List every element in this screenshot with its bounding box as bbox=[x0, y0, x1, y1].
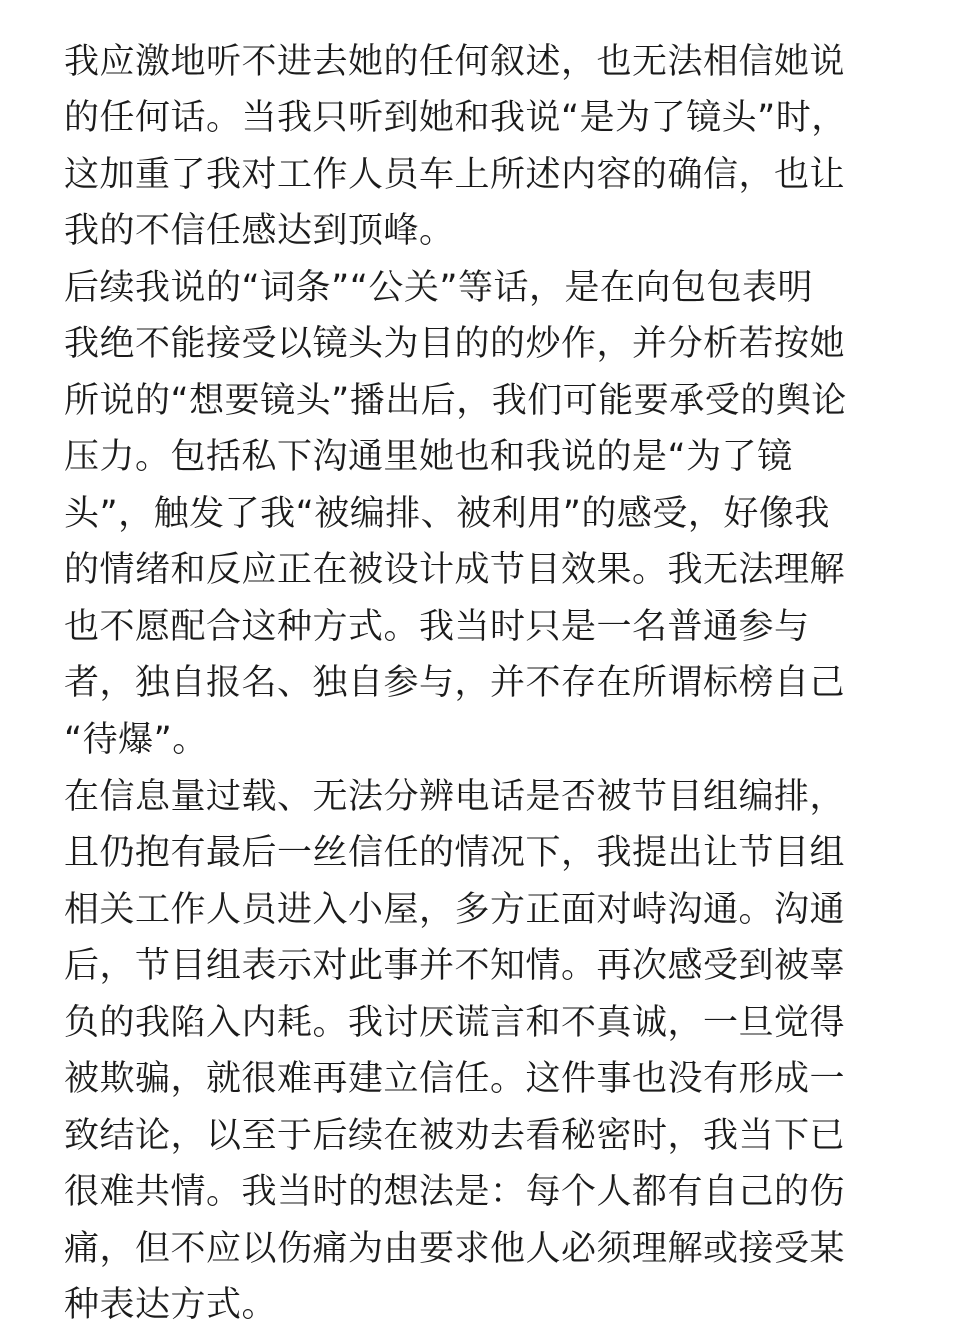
text-line: 痛，但不应以伤痛为由要求他人必须理解或接受某 bbox=[64, 1229, 846, 1269]
text-line: 我绝不能接受以镜头为目的的炒作，并分析若按她 bbox=[64, 324, 846, 364]
text-line: 很难共情。我当时的想法是：每个人都有自己的伤 bbox=[64, 1172, 846, 1212]
text-line: 被欺骗，就很难再建立信任。这件事也没有形成一 bbox=[64, 1059, 846, 1099]
text-line: 后，节目组表示对此事并不知情。再次感受到被辜 bbox=[64, 946, 846, 986]
text-line: 这加重了我对工作人员车上所述内容的确信，也让 bbox=[64, 155, 846, 195]
text-line: 且仍抱有最后一丝信任的情况下，我提出让节目组 bbox=[64, 833, 846, 873]
text-line: 我应激地听不进去她的任何叙述，也无法相信她说 bbox=[64, 42, 846, 82]
text-line: 种表达方式。 bbox=[64, 1285, 278, 1325]
text-line: 所说的“想要镜头”播出后，我们可能要承受的舆论 bbox=[64, 381, 847, 421]
text-line: 者，独自报名、独自参与，并不存在所谓标榜自己 bbox=[64, 663, 846, 703]
text-line: 在信息量过载、无法分辨电话是否被节目组编排， bbox=[64, 777, 846, 817]
text-line: 我的不信任感达到顶峰。 bbox=[64, 211, 455, 251]
text-line: 压力。包括私下沟通里她也和我说的是“为了镜 bbox=[64, 437, 793, 477]
text-line: 头”，触发了我“被编排、被利用”的感受，好像我 bbox=[64, 494, 830, 534]
text-line: 的任何话。当我只听到她和我说“是为了镜头”时， bbox=[64, 98, 847, 138]
text-line: 相关工作人员进入小屋，多方正面对峙沟通。沟通 bbox=[64, 890, 846, 930]
text-line: 后续我说的“词条”“公关”等话，是在向包包表明 bbox=[64, 268, 814, 308]
text-line: 的情绪和反应正在被设计成节目效果。我无法理解 bbox=[64, 550, 846, 590]
text-line: 负的我陷入内耗。我讨厌谎言和不真诚，一旦觉得 bbox=[64, 1003, 846, 1043]
text-line: 致结论，以至于后续在被劝去看秘密时，我当下已 bbox=[64, 1116, 846, 1156]
text-line: “待爆”。 bbox=[64, 720, 208, 760]
text-line: 也不愿配合这种方式。我当时只是一名普通参与 bbox=[64, 607, 810, 647]
